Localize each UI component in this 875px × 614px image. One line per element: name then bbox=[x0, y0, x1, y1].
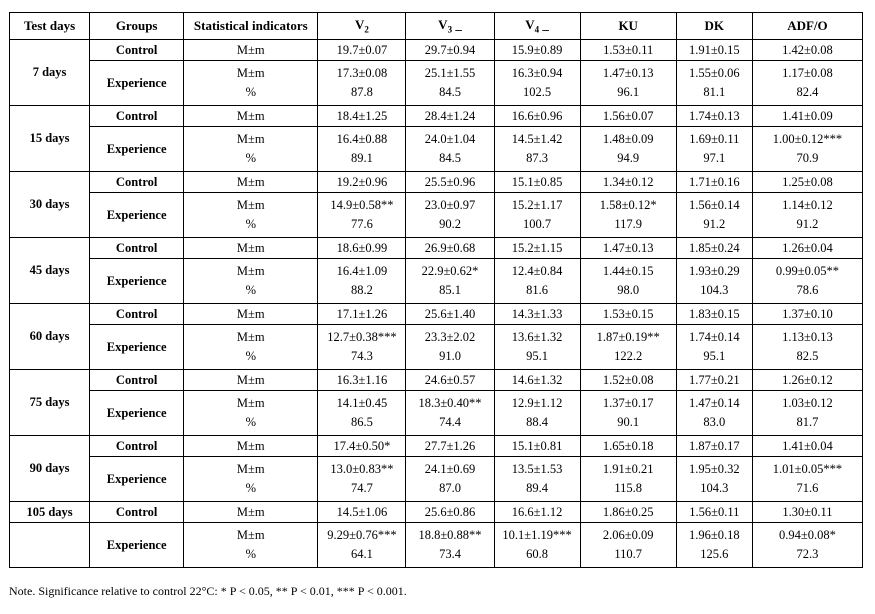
percent-value: 70.9 bbox=[796, 151, 819, 165]
percent-value: 91.2 bbox=[703, 217, 726, 231]
value-cell bbox=[580, 523, 676, 568]
indicator-percent: % bbox=[245, 415, 256, 429]
value-cell bbox=[676, 523, 752, 568]
mean-value: 16.4±0.88 bbox=[336, 132, 388, 146]
mean-value: 12.7±0.38*** bbox=[327, 330, 397, 344]
mean-value: 10.1±1.19*** bbox=[502, 528, 572, 542]
mean-value: 14.9±0.58** bbox=[330, 198, 394, 212]
percent-value: 91.2 bbox=[796, 217, 819, 231]
indicator-cell bbox=[184, 127, 318, 172]
mean-value: 24.1±0.69 bbox=[424, 462, 476, 476]
percent-value: 60.8 bbox=[526, 547, 549, 561]
indicator-percent: % bbox=[245, 481, 256, 495]
mean-value: 16.4±1.09 bbox=[336, 264, 388, 278]
percent-value: 88.4 bbox=[526, 415, 549, 429]
day-cell: 7 days bbox=[10, 40, 90, 106]
value-cell bbox=[494, 61, 580, 106]
indicator-cell bbox=[184, 391, 318, 436]
percent-value: 77.6 bbox=[350, 217, 373, 231]
mean-value: 17.3±0.08 bbox=[336, 66, 388, 80]
group-control: Control bbox=[90, 238, 184, 259]
percent-value: 81.1 bbox=[703, 85, 726, 99]
value-cell bbox=[318, 523, 406, 568]
table-row-control bbox=[10, 502, 863, 523]
value-cell: 1.86±0.25 bbox=[580, 502, 676, 523]
value-cell bbox=[494, 457, 580, 502]
percent-value: 110.7 bbox=[614, 547, 643, 561]
percent-value: 84.5 bbox=[439, 85, 461, 99]
indicator-cell: M±m bbox=[184, 238, 318, 259]
value-cell bbox=[494, 325, 580, 370]
header-v4: $V_4$ _ bbox=[494, 13, 580, 40]
value-cell: 25.6±0.86 bbox=[406, 502, 494, 523]
mean-value: 23.3±2.02 bbox=[424, 330, 476, 344]
indicator-percent: % bbox=[245, 85, 256, 99]
percent-value: 64.1 bbox=[350, 547, 373, 561]
indicator-cell: M±m bbox=[184, 370, 318, 391]
value-cell bbox=[580, 391, 676, 436]
percent-value: 94.9 bbox=[617, 151, 640, 165]
value-cell: 1.34±0.12 bbox=[580, 172, 676, 193]
group-experience: Experience bbox=[90, 127, 184, 172]
value-cell: 15.1±0.81 bbox=[494, 436, 580, 457]
value-cell: 1.25±0.08 bbox=[752, 172, 862, 193]
header-v3: $V_3$ _ bbox=[406, 13, 494, 40]
value-cell bbox=[752, 391, 862, 436]
value-cell: 15.9±0.89 bbox=[494, 40, 580, 61]
percent-value: 122.2 bbox=[614, 349, 643, 363]
table-row-control bbox=[10, 370, 863, 391]
indicator-mean: M±m bbox=[236, 462, 265, 476]
mean-value: 1.03±0.12 bbox=[782, 396, 833, 410]
percent-value: 104.3 bbox=[700, 481, 729, 495]
value-cell bbox=[318, 259, 406, 304]
indicator-cell bbox=[184, 523, 318, 568]
day-cell: 30 days bbox=[10, 172, 90, 238]
value-cell bbox=[318, 127, 406, 172]
value-cell: 1.74±0.13 bbox=[676, 106, 752, 127]
value-cell bbox=[676, 391, 752, 436]
percent-value: 74.3 bbox=[350, 349, 373, 363]
percent-value: 97.1 bbox=[703, 151, 726, 165]
value-cell: 1.53±0.15 bbox=[580, 304, 676, 325]
value-cell bbox=[494, 523, 580, 568]
percent-value: 95.1 bbox=[526, 349, 549, 363]
group-experience: Experience bbox=[90, 325, 184, 370]
group-control: Control bbox=[90, 502, 184, 523]
day-cell: 15 days bbox=[10, 106, 90, 172]
value-cell bbox=[494, 391, 580, 436]
table-row-experience bbox=[10, 457, 863, 502]
percent-value: 90.1 bbox=[617, 415, 640, 429]
table-row-control bbox=[10, 172, 863, 193]
percent-value: 87.3 bbox=[526, 151, 549, 165]
footnote: Note. Significance relative to control 22°C: * P < 0.05, ** P < 0.01, *** P < 0.001. bbox=[9, 584, 407, 598]
value-cell bbox=[676, 259, 752, 304]
value-cell bbox=[406, 325, 494, 370]
percent-value: 89.1 bbox=[350, 151, 373, 165]
indicator-cell bbox=[184, 325, 318, 370]
indicator-cell bbox=[184, 457, 318, 502]
mean-value: 2.06±0.09 bbox=[602, 528, 654, 542]
value-cell: 1.85±0.24 bbox=[676, 238, 752, 259]
mean-value: 9.29±0.76*** bbox=[327, 528, 397, 542]
value-cell bbox=[406, 61, 494, 106]
value-cell: 16.6±0.96 bbox=[494, 106, 580, 127]
value-cell: 24.6±0.57 bbox=[406, 370, 494, 391]
value-cell: 17.1±1.26 bbox=[318, 304, 406, 325]
value-cell: 1.71±0.16 bbox=[676, 172, 752, 193]
value-cell: 19.2±0.96 bbox=[318, 172, 406, 193]
value-cell: 1.91±0.15 bbox=[676, 40, 752, 61]
table-row-control bbox=[10, 436, 863, 457]
group-control: Control bbox=[90, 172, 184, 193]
percent-value: 78.6 bbox=[796, 283, 819, 297]
mean-value: 0.99±0.05** bbox=[775, 264, 839, 278]
day-cell: 45 days bbox=[10, 238, 90, 304]
mean-value: 1.14±0.12 bbox=[782, 198, 833, 212]
indicator-mean: M±m bbox=[236, 528, 265, 542]
indicator-cell bbox=[184, 193, 318, 238]
mean-value: 23.0±0.97 bbox=[424, 198, 476, 212]
group-control: Control bbox=[90, 370, 184, 391]
mean-value: 1.96±0.18 bbox=[688, 528, 740, 542]
mean-value: 1.95±0.32 bbox=[688, 462, 740, 476]
value-cell bbox=[494, 193, 580, 238]
value-cell bbox=[752, 325, 862, 370]
mean-value: 16.3±0.94 bbox=[511, 66, 563, 80]
mean-value: 1.47±0.13 bbox=[602, 66, 654, 80]
mean-value: 14.1±0.45 bbox=[336, 396, 388, 410]
indicator-mean: M±m bbox=[236, 198, 265, 212]
group-control: Control bbox=[90, 304, 184, 325]
mean-value: 1.58±0.12* bbox=[599, 198, 657, 212]
percent-value: 125.6 bbox=[700, 547, 729, 561]
value-cell bbox=[318, 61, 406, 106]
value-cell bbox=[406, 127, 494, 172]
table-row-experience bbox=[10, 325, 863, 370]
value-cell bbox=[494, 127, 580, 172]
percent-value: 81.7 bbox=[796, 415, 819, 429]
percent-value: 85.1 bbox=[439, 283, 461, 297]
value-cell: 15.2±1.15 bbox=[494, 238, 580, 259]
value-cell: 1.65±0.18 bbox=[580, 436, 676, 457]
value-cell bbox=[580, 325, 676, 370]
mean-value: 18.3±0.40** bbox=[418, 396, 482, 410]
mean-value: 1.56±0.14 bbox=[688, 198, 740, 212]
value-cell bbox=[752, 193, 862, 238]
value-cell bbox=[580, 457, 676, 502]
value-cell bbox=[752, 523, 862, 568]
percent-value: 87.0 bbox=[439, 481, 461, 495]
header-ku: KU bbox=[580, 13, 676, 40]
indicator-cell bbox=[184, 61, 318, 106]
table-row-experience bbox=[10, 391, 863, 436]
mean-value: 12.9±1.12 bbox=[511, 396, 563, 410]
indicator-percent: % bbox=[245, 547, 256, 561]
mean-value: 1.44±0.15 bbox=[602, 264, 654, 278]
value-cell bbox=[580, 127, 676, 172]
percent-value: 115.8 bbox=[614, 481, 643, 495]
percent-value: 74.4 bbox=[439, 415, 461, 429]
value-cell bbox=[676, 127, 752, 172]
percent-value: 98.0 bbox=[617, 283, 640, 297]
value-cell: 1.41±0.09 bbox=[752, 106, 862, 127]
header-row bbox=[10, 13, 863, 40]
day-cell: 75 days bbox=[10, 370, 90, 436]
value-cell bbox=[676, 457, 752, 502]
percent-value: 95.1 bbox=[703, 349, 726, 363]
value-cell: 14.5±1.06 bbox=[318, 502, 406, 523]
value-cell: 1.41±0.04 bbox=[752, 436, 862, 457]
percent-value: 87.8 bbox=[350, 85, 373, 99]
mean-value: 12.4±0.84 bbox=[511, 264, 563, 278]
indicator-percent: % bbox=[245, 217, 256, 231]
value-cell bbox=[752, 61, 862, 106]
value-cell bbox=[752, 259, 862, 304]
mean-value: 1.87±0.19** bbox=[596, 330, 660, 344]
percent-value: 84.5 bbox=[439, 151, 461, 165]
table-row-control bbox=[10, 106, 863, 127]
table-row-experience bbox=[10, 61, 863, 106]
mean-value: 1.17±0.08 bbox=[782, 66, 833, 80]
value-cell bbox=[676, 193, 752, 238]
value-cell bbox=[406, 523, 494, 568]
percent-value: 83.0 bbox=[703, 415, 726, 429]
value-cell bbox=[406, 457, 494, 502]
group-experience: Experience bbox=[90, 457, 184, 502]
day-cell: 105 days bbox=[10, 502, 90, 523]
value-cell: 1.47±0.13 bbox=[580, 238, 676, 259]
indicator-cell: M±m bbox=[184, 304, 318, 325]
value-cell: 1.26±0.12 bbox=[752, 370, 862, 391]
mean-value: 1.00±0.12*** bbox=[772, 132, 843, 146]
value-cell bbox=[406, 391, 494, 436]
percent-value: 90.2 bbox=[439, 217, 461, 231]
mean-value: 1.91±0.21 bbox=[602, 462, 654, 476]
group-experience: Experience bbox=[90, 391, 184, 436]
percent-value: 74.7 bbox=[350, 481, 373, 495]
indicator-mean: M±m bbox=[236, 396, 265, 410]
table-row-control bbox=[10, 40, 863, 61]
value-cell: 18.4±1.25 bbox=[318, 106, 406, 127]
results-table bbox=[9, 12, 863, 568]
value-cell: 25.6±1.40 bbox=[406, 304, 494, 325]
value-cell: 16.3±1.16 bbox=[318, 370, 406, 391]
value-cell: 1.83±0.15 bbox=[676, 304, 752, 325]
value-cell bbox=[318, 193, 406, 238]
value-cell: 29.7±0.94 bbox=[406, 40, 494, 61]
value-cell: 18.6±0.99 bbox=[318, 238, 406, 259]
mean-value: 1.37±0.17 bbox=[602, 396, 654, 410]
mean-value: 1.93±0.29 bbox=[688, 264, 740, 278]
value-cell: 28.4±1.24 bbox=[406, 106, 494, 127]
indicator-mean: M±m bbox=[236, 264, 265, 278]
indicator-cell: M±m bbox=[184, 172, 318, 193]
header-test-days: Test days bbox=[10, 13, 90, 40]
group-experience: Experience bbox=[90, 193, 184, 238]
indicator-mean: M±m bbox=[236, 66, 265, 80]
value-cell: 1.30±0.11 bbox=[752, 502, 862, 523]
mean-value: 14.5±1.42 bbox=[511, 132, 563, 146]
mean-value: 22.9±0.62* bbox=[421, 264, 479, 278]
group-control: Control bbox=[90, 436, 184, 457]
value-cell: 1.37±0.10 bbox=[752, 304, 862, 325]
indicator-percent: % bbox=[245, 151, 256, 165]
mean-value: 1.69±0.11 bbox=[689, 132, 740, 146]
group-experience: Experience bbox=[90, 61, 184, 106]
mean-value: 15.2±1.17 bbox=[511, 198, 563, 212]
table-row-control bbox=[10, 238, 863, 259]
value-cell bbox=[752, 127, 862, 172]
value-cell bbox=[318, 457, 406, 502]
percent-value: 81.6 bbox=[526, 283, 549, 297]
percent-value: 72.3 bbox=[796, 547, 819, 561]
indicator-cell: M±m bbox=[184, 40, 318, 61]
value-cell: 14.6±1.32 bbox=[494, 370, 580, 391]
indicator-mean: M±m bbox=[236, 330, 265, 344]
percent-value: 82.4 bbox=[796, 85, 819, 99]
day-cell: 90 days bbox=[10, 436, 90, 502]
percent-value: 100.7 bbox=[523, 217, 552, 231]
mean-value: 1.55±0.06 bbox=[688, 66, 740, 80]
table-row-experience bbox=[10, 127, 863, 172]
group-control: Control bbox=[90, 106, 184, 127]
header-statistical-indicators: Statistical indicators bbox=[184, 13, 318, 40]
mean-value: 13.0±0.83** bbox=[330, 462, 394, 476]
percent-value: 82.5 bbox=[796, 349, 819, 363]
value-cell bbox=[580, 193, 676, 238]
header-groups: Groups bbox=[90, 13, 184, 40]
table-row-experience bbox=[10, 193, 863, 238]
value-cell: 1.77±0.21 bbox=[676, 370, 752, 391]
header-adf-o: ADF/O bbox=[752, 13, 862, 40]
mean-value: 13.6±1.32 bbox=[511, 330, 563, 344]
value-cell: 1.87±0.17 bbox=[676, 436, 752, 457]
percent-value: 104.3 bbox=[700, 283, 729, 297]
percent-value: 73.4 bbox=[439, 547, 461, 561]
value-cell: 1.52±0.08 bbox=[580, 370, 676, 391]
value-cell: 16.6±1.12 bbox=[494, 502, 580, 523]
value-cell bbox=[580, 259, 676, 304]
value-cell: 19.7±0.07 bbox=[318, 40, 406, 61]
value-cell bbox=[676, 325, 752, 370]
indicator-cell bbox=[184, 259, 318, 304]
table-row-control bbox=[10, 304, 863, 325]
mean-value: 1.48±0.09 bbox=[602, 132, 654, 146]
header-dk: DK bbox=[676, 13, 752, 40]
percent-value: 102.5 bbox=[523, 85, 552, 99]
table-row-experience bbox=[10, 523, 863, 568]
value-cell: 14.3±1.33 bbox=[494, 304, 580, 325]
value-cell: 17.4±0.50* bbox=[318, 436, 406, 457]
value-cell: 25.5±0.96 bbox=[406, 172, 494, 193]
indicator-mean: M±m bbox=[236, 132, 265, 146]
percent-value: 71.6 bbox=[796, 481, 819, 495]
mean-value: 1.47±0.14 bbox=[688, 396, 740, 410]
value-cell: 15.1±0.85 bbox=[494, 172, 580, 193]
indicator-cell: M±m bbox=[184, 502, 318, 523]
value-cell bbox=[676, 61, 752, 106]
mean-value: 1.01±0.05*** bbox=[772, 462, 843, 476]
group-experience: Experience bbox=[90, 523, 184, 568]
value-cell bbox=[406, 193, 494, 238]
table-row-experience bbox=[10, 259, 863, 304]
percent-value: 117.9 bbox=[614, 217, 643, 231]
group-control: Control bbox=[90, 40, 184, 61]
value-cell bbox=[752, 457, 862, 502]
value-cell: 1.56±0.11 bbox=[676, 502, 752, 523]
group-experience: Experience bbox=[90, 259, 184, 304]
mean-value: 1.74±0.14 bbox=[688, 330, 740, 344]
percent-value: 89.4 bbox=[526, 481, 549, 495]
value-cell bbox=[318, 391, 406, 436]
mean-value: 13.5±1.53 bbox=[511, 462, 563, 476]
percent-value: 91.0 bbox=[439, 349, 461, 363]
percent-value: 86.5 bbox=[350, 415, 373, 429]
value-cell bbox=[580, 61, 676, 106]
value-cell: 1.53±0.11 bbox=[580, 40, 676, 61]
value-cell: 27.7±1.26 bbox=[406, 436, 494, 457]
percent-value: 88.2 bbox=[350, 283, 373, 297]
table-body bbox=[10, 40, 863, 568]
value-cell bbox=[494, 259, 580, 304]
mean-value: 25.1±1.55 bbox=[424, 66, 476, 80]
value-cell: 26.9±0.68 bbox=[406, 238, 494, 259]
value-cell bbox=[406, 259, 494, 304]
mean-value: 1.13±0.13 bbox=[782, 330, 833, 344]
empty-day-cell bbox=[10, 523, 90, 568]
indicator-cell: M±m bbox=[184, 436, 318, 457]
indicator-percent: % bbox=[245, 349, 256, 363]
day-cell: 60 days bbox=[10, 304, 90, 370]
header-v2: $V_2$ bbox=[318, 13, 406, 40]
indicator-cell: M±m bbox=[184, 106, 318, 127]
mean-value: 24.0±1.04 bbox=[424, 132, 476, 146]
indicator-percent: % bbox=[245, 283, 256, 297]
value-cell: 1.56±0.07 bbox=[580, 106, 676, 127]
value-cell: 1.42±0.08 bbox=[752, 40, 862, 61]
mean-value: 0.94±0.08* bbox=[778, 528, 836, 542]
value-cell: 1.26±0.04 bbox=[752, 238, 862, 259]
value-cell bbox=[318, 325, 406, 370]
mean-value: 18.8±0.88** bbox=[418, 528, 482, 542]
percent-value: 96.1 bbox=[617, 85, 640, 99]
